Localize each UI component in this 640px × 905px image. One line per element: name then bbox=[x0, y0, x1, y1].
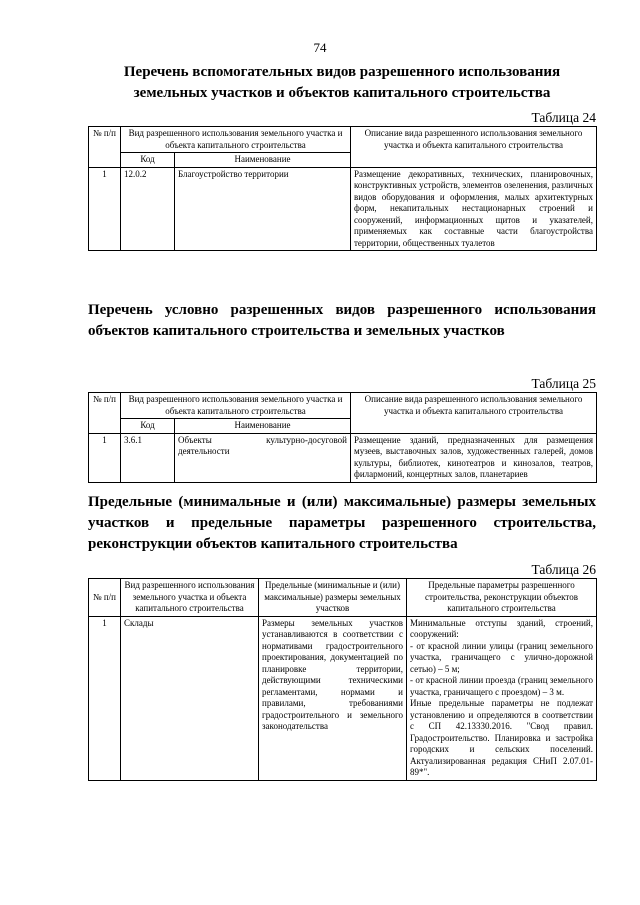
params-line: - от красной линии улицы (границ земельного участка, граничащего с улично-дорожной сетью) – 5 м; bbox=[410, 640, 593, 674]
cell-name: Объекты культурно-досуговой деятельности bbox=[175, 433, 351, 482]
table-25-caption: Таблица 25 bbox=[531, 376, 596, 391]
heading-conditional-uses: Перечень условно разрешенных видов разрешенного использования объектов капитального строительства и земельных участков bbox=[88, 302, 596, 339]
cell-type: Склады bbox=[121, 616, 259, 780]
cell-num: 1 bbox=[89, 167, 121, 251]
table-26 bbox=[88, 578, 597, 781]
header-params: Предельные параметры разрешенного строительства, реконструкции объектов капитального строительства bbox=[407, 579, 597, 617]
header-name: Наименование bbox=[175, 153, 351, 168]
cell-code: 12.0.2 bbox=[121, 167, 175, 251]
header-code: Код bbox=[121, 153, 175, 168]
cell-name: Благоустройство территории bbox=[175, 167, 351, 251]
header-type-group: Вид разрешенного использования земельного участка и объекта капитального строительства bbox=[121, 127, 351, 153]
table-row bbox=[89, 616, 597, 780]
table-25 bbox=[88, 392, 597, 483]
table-24 bbox=[88, 126, 597, 251]
cell-params bbox=[407, 616, 597, 780]
header-description: Описание вида разрешенного использования земельного участка и объекта капитального строительства bbox=[351, 393, 597, 434]
cell-code: 3.6.1 bbox=[121, 433, 175, 482]
header-type: Вид разрешенного использования земельного участка и объекта капитального строительства bbox=[121, 579, 259, 617]
header-name: Наименование bbox=[175, 419, 351, 434]
table-row bbox=[89, 167, 597, 251]
header-description: Описание вида разрешенного использования земельного участка и объекта капитального строительства bbox=[351, 127, 597, 168]
header-num: № п/п bbox=[89, 579, 121, 617]
page-number: 74 bbox=[313, 40, 327, 55]
params-line: Минимальные отступы зданий, строений, сооружений: bbox=[410, 617, 593, 639]
header-num: № п/п bbox=[89, 127, 121, 168]
table-row bbox=[89, 433, 597, 482]
header-code: Код bbox=[121, 419, 175, 434]
params-line: - от красной линии проезда (границ земельного участка, граничащего с проездом) – 3 м. bbox=[410, 675, 593, 697]
cell-description: Размещение зданий, предназначенных для размещения музеев, выставочных залов, художественных галерей, домов культуры, библиотек, кинотеатров и кинозалов, театров, филармоний, концертных залов, планетариев bbox=[351, 433, 597, 482]
header-type-group: Вид разрешенного использования земельного участка и объекта капитального строительства bbox=[121, 393, 351, 419]
table-24-caption: Таблица 24 bbox=[531, 110, 596, 125]
cell-description: Размещение декоративных, технических, планировочных, конструктивных устройств, элементов озеленения, различных видов оборудования и оформления, малых архитектурных форм, некапитальных нестационарных строений и сооружений, информационных щитов и указателей, применяемых как составные части благоустройства территории, общественных туалетов bbox=[351, 167, 597, 251]
cell-num: 1 bbox=[89, 616, 121, 780]
params-line: Иные предельные параметры не подлежат установлению и определяются в соответствии с СП 42.13330.2016. "Свод правил. Градостроительство. Планировка и застройка городских и сельских поселений. Актуализированная редакция СНиП 2.07.01-89*". bbox=[410, 698, 593, 777]
header-sizes: Предельные (минимальные и (или) максимальные) размеры земельных участков bbox=[259, 579, 407, 617]
cell-sizes: Размеры земельных участков устанавливаются в соответствии с нормативами градостроительного проектирования, документацией по планировке территории, действующими техническими регламентами, нормами и правилами, требованиями градостроительного и земельного законодательства bbox=[259, 616, 407, 780]
cell-num: 1 bbox=[89, 433, 121, 482]
table-26-caption: Таблица 26 bbox=[531, 562, 596, 577]
header-num: № п/п bbox=[89, 393, 121, 434]
heading-auxiliary-uses: Перечень вспомогательных видов разрешенного использования земельных участков и объектов капитального строительства bbox=[123, 64, 561, 101]
heading-limit-parameters: Предельные (минимальные и (или) максимальные) размеры земельных участков и предельные параметры разрешенного строительства, реконструкции объектов капитального строительства bbox=[88, 494, 596, 552]
